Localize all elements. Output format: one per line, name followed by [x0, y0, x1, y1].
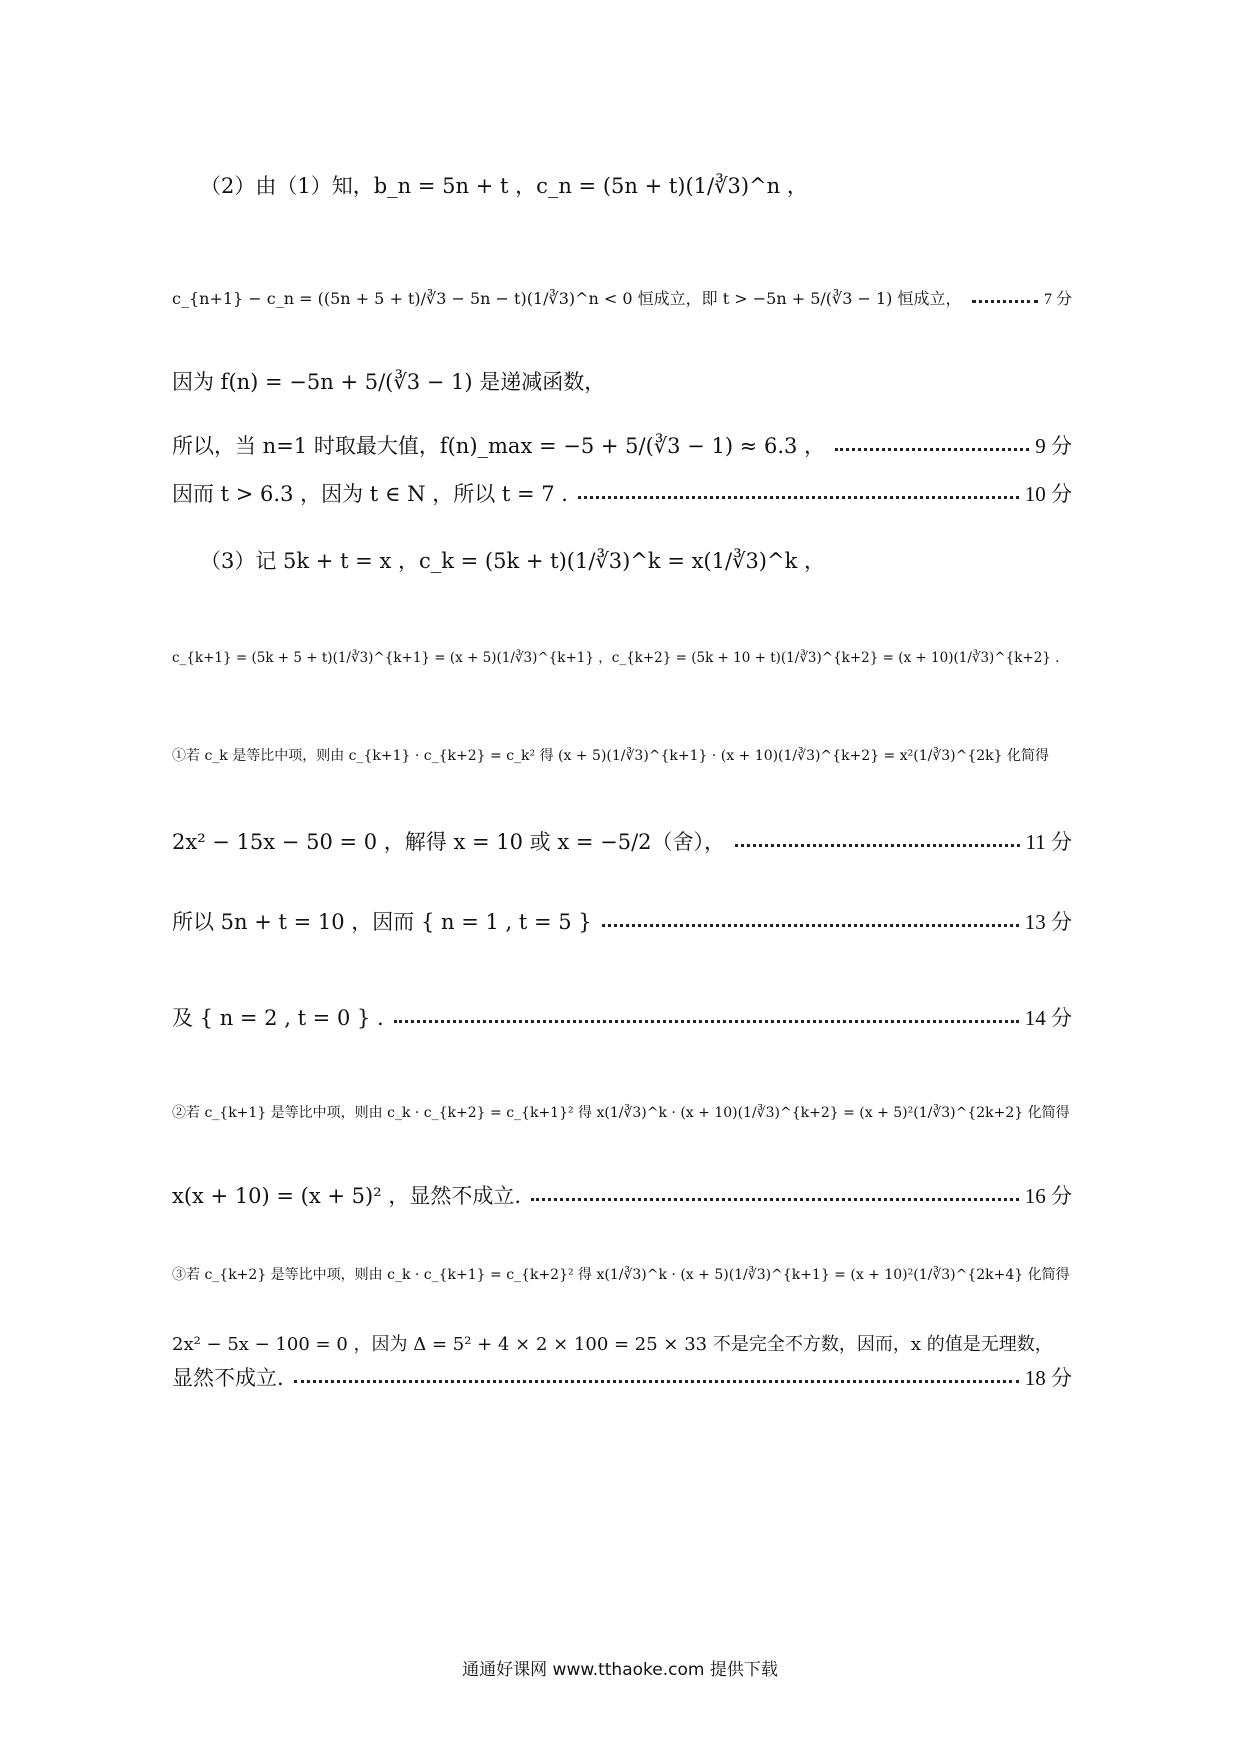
- solution-line-5: [172, 478, 1072, 508]
- line-text: 2x² − 5x − 100 = 0 ，因为 Δ = 5² + 4 × 2 × 100 = 25 × 33 不是完全不方数，因而，x 的值是无理数，: [172, 1334, 1053, 1355]
- solution-line-2: [172, 286, 1072, 309]
- solution-line-8: [172, 745, 1072, 765]
- leader-dots: [835, 448, 1029, 451]
- line-text: ②若 c_{k+1} 是等比中项，则由 c_k · c_{k+2} = c_{k+1}² 得 x(1/∛3)^k · (x + 10)(1/∛3)^{k+2} = (x + 5)²(1/∛3)^{2k+2} 化简得: [172, 1105, 1070, 1121]
- line-text: （3）记 5k + t = x ，c_k = (5k + t)(1/∛3)^k = x(1/∛3)^k ，: [200, 549, 825, 573]
- leader-dots: [578, 496, 1019, 499]
- score-label: 11 分: [1025, 830, 1072, 854]
- line-text: 2x² − 15x − 50 = 0 ，解得 x = 10 或 x = −5/2（舍），: [172, 830, 726, 854]
- solution-line-15: [172, 1330, 1072, 1356]
- line-text: ③若 c_{k+2} 是等比中项，则由 c_k · c_{k+1} = c_{k+2}² 得 x(1/∛3)^k · (x + 5)(1/∛3)^{k+1} = (x + 10)²(1/∛3)^{2k+4} 化简得: [172, 1267, 1070, 1283]
- solution-line-4: [172, 430, 1072, 460]
- line-text: 因而 t > 6.3 ，因为 t ∈ N ，所以 t = 7 .: [172, 482, 568, 506]
- line-text: c_{k+1} = (5k + 5 + t)(1/∛3)^{k+1} = (x + 5)(1/∛3)^{k+1} ，c_{k+2} = (5k + 10 + t)(1/∛3)^{k+2} = (x + 10)(1/∛3)^{k+2} .: [172, 650, 1060, 666]
- leader-dots: [294, 1380, 1019, 1383]
- score-label: 18 分: [1024, 1366, 1072, 1390]
- solution-line-13: [172, 1180, 1072, 1210]
- score-label: 7 分: [1043, 291, 1072, 308]
- solution-line-10: [172, 906, 1072, 936]
- solution-line-3: [172, 366, 1072, 396]
- solution-line-1: [200, 170, 1072, 200]
- solution-line-6: [200, 545, 1072, 575]
- leader-dots: [531, 1198, 1019, 1201]
- line-text: （2）由（1）知，b_n = 5n + t ，c_n = (5n + t)(1/∛3)^n ，: [200, 174, 808, 198]
- solution-line-16: [172, 1362, 1072, 1392]
- score-label: 16 分: [1024, 1184, 1072, 1208]
- page-footer: 通通好课网 www.tthaoke.com 提供下载: [462, 1660, 778, 1680]
- leader-dots: [394, 1020, 1019, 1023]
- leader-dots: [972, 300, 1038, 303]
- line-text: 所以 5n + t = 10 ，因而 { n = 1 , t = 5 }: [172, 910, 592, 934]
- score-label: 9 分: [1035, 434, 1072, 458]
- line-text: x(x + 10) = (x + 5)² ，显然不成立.: [172, 1184, 521, 1208]
- line-text: c_{n+1} − c_n = ((5n + 5 + t)/∛3 − 5n − t)(1/∛3)^n < 0 恒成立，即 t > −5n + 5/(∛3 − 1) 恒成立，: [172, 289, 962, 308]
- score-label: 13 分: [1024, 910, 1072, 934]
- line-text: 及 { n = 2 , t = 0 } .: [172, 1006, 384, 1030]
- leader-dots: [735, 844, 1020, 847]
- score-label: 10 分: [1024, 482, 1072, 506]
- solution-line-11: [172, 1002, 1072, 1032]
- line-text: 因为 f(n) = −5n + 5/(∛3 − 1) 是递减函数，: [172, 370, 606, 394]
- score-label: 14 分: [1024, 1006, 1072, 1030]
- leader-dots: [602, 924, 1019, 927]
- solution-line-14: [172, 1264, 1072, 1284]
- line-text: ①若 c_k 是等比中项，则由 c_{k+1} · c_{k+2} = c_k² 得 (x + 5)(1/∛3)^{k+1} · (x + 10)(1/∛3)^{k+2} = x²(1/∛3)^{2k} 化简得: [172, 748, 1050, 764]
- line-text: 所以，当 n=1 时取最大值，f(n)_max = −5 + 5/(∛3 − 1) ≈ 6.3 ，: [172, 434, 826, 458]
- line-text: 显然不成立.: [172, 1366, 284, 1390]
- solution-line-7: [172, 646, 1072, 666]
- solution-line-9: [172, 826, 1072, 856]
- solution-line-12: [172, 1102, 1072, 1122]
